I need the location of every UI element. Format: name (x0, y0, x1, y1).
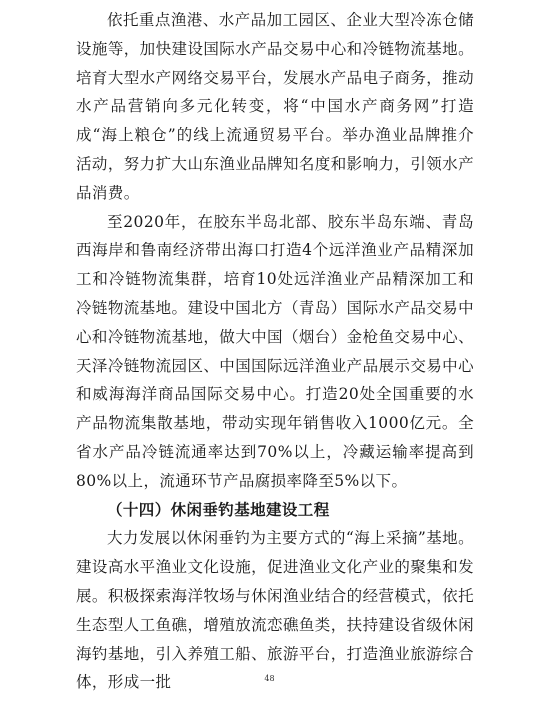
paragraph-cold-chain-base: 依托重点渔港、水产品加工园区、企业大型冷冻仓储设施等，加快建设国际水产品交易中心和冷链物流基地。培育大型水产网络交易平台，发展水产品电子商务，推动水产品营销向多元化转变，将“中国水产商务网”打造成“海上粮仓”的线上流通贸易平台。举办渔业品牌推介活动，努力扩大山东渔业品牌知名度和影响力，引领水产品消费。 (76, 11, 474, 202)
document-body (76, 6, 474, 697)
page-number: 48 (264, 674, 275, 683)
paragraph-leisure-fishing: 大力发展以休闲垂钓为主要方式的“海上采摘”基地。建设高水平渔业文化设施，促进渔业文化产业的聚集和发展。积极探索海洋牧场与休闲渔业结合的经营模式，依托生态型人工鱼礁，增殖放流恋礁鱼类，扶持建设省级休闲海钓基地，引入养殖工船、旅游平台，打造渔业旅游综合体，形成一批 (76, 529, 474, 692)
paragraph-2020-targets: 至2020年，在胶东半岛北部、胶东半岛东端、青岛西海岸和鲁南经济带出海口打造4个远洋渔业产品精深加工和冷链物流集群，培育10处远洋渔业产品精深加工和冷链物流基地。建设中国北方（青岛）国际水产品交易中心和冷链物流基地，做大中国（烟台）金枪鱼交易中心、天泽冷链物流园区、中国国际远洋渔业产品展示交易中心和威海海洋商品国际交易中心。打造20处全国重要的水产品物流集散基地，带动实现年销售收入1000亿元。全省水产品冷链流通率达到70%以上，冷藏运输率提高到80%以上，流通环节产品腐损率降至5%以下。 (76, 212, 474, 490)
section-heading: （十四）休闲垂钓基地建设工程 (107, 499, 330, 519)
